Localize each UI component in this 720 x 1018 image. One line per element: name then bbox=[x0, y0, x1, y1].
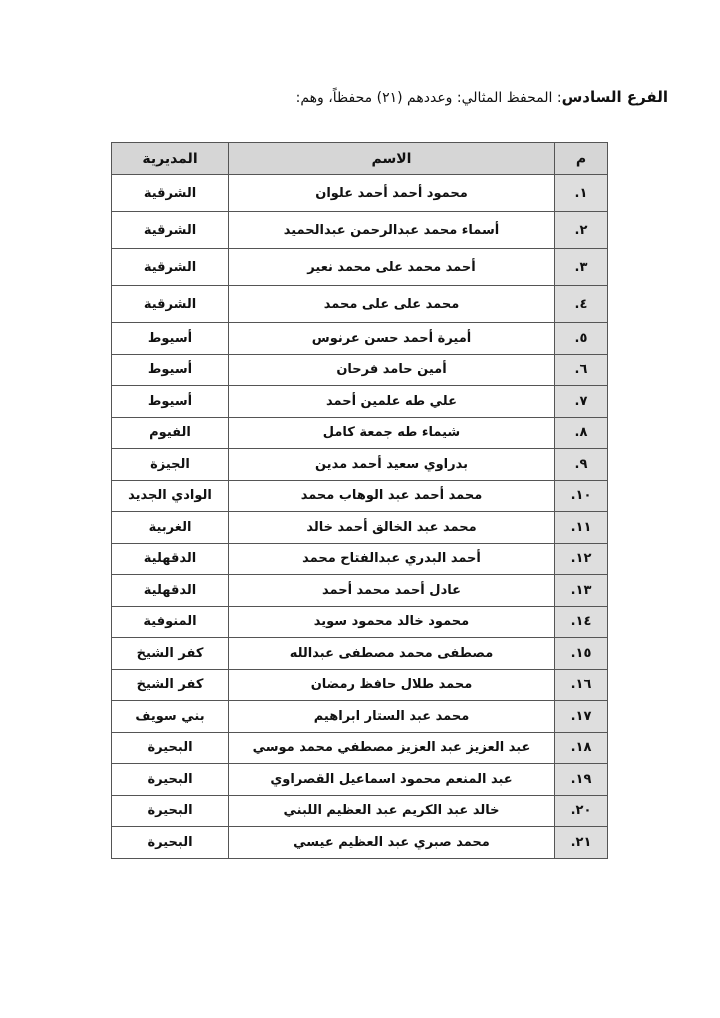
table-row bbox=[112, 795, 608, 827]
table-row bbox=[112, 354, 608, 386]
row-directorate: أسيوط bbox=[112, 354, 229, 386]
row-name: أمين حامد فرحان bbox=[229, 354, 555, 386]
row-number: ١٥. bbox=[555, 638, 608, 670]
row-directorate: كفر الشيخ bbox=[112, 669, 229, 701]
row-number: ٨. bbox=[555, 417, 608, 449]
row-directorate: كفر الشيخ bbox=[112, 638, 229, 670]
row-name: محمد عبد الخالق أحمد خالد bbox=[229, 512, 555, 544]
row-name: عبد العزيز عبد العزيز مصطفي محمد موسي bbox=[229, 732, 555, 764]
row-directorate: البحيرة bbox=[112, 764, 229, 796]
row-number: ١٩. bbox=[555, 764, 608, 796]
row-number: ٩. bbox=[555, 449, 608, 481]
table-row bbox=[112, 212, 608, 249]
table-row bbox=[112, 669, 608, 701]
row-name: علي طه علمين أحمد bbox=[229, 386, 555, 418]
table-row bbox=[112, 286, 608, 323]
memorizers-table bbox=[111, 142, 608, 859]
row-directorate: البحيرة bbox=[112, 732, 229, 764]
row-number: ١٠. bbox=[555, 480, 608, 512]
row-directorate: البحيرة bbox=[112, 795, 229, 827]
row-number: ٥. bbox=[555, 323, 608, 355]
row-directorate: الغربية bbox=[112, 512, 229, 544]
row-directorate: الشرقية bbox=[112, 212, 229, 249]
row-number: ١٦. bbox=[555, 669, 608, 701]
row-directorate: المنوفية bbox=[112, 606, 229, 638]
table-row bbox=[112, 638, 608, 670]
row-number: ١٢. bbox=[555, 543, 608, 575]
row-number: ٢. bbox=[555, 212, 608, 249]
table-body bbox=[112, 175, 608, 859]
row-name: بدراوي سعيد أحمد مدين bbox=[229, 449, 555, 481]
row-number: ١٤. bbox=[555, 606, 608, 638]
row-number: ٧. bbox=[555, 386, 608, 418]
table-row bbox=[112, 575, 608, 607]
row-name: محمد طلال حافظ رمضان bbox=[229, 669, 555, 701]
row-number: ٢٠. bbox=[555, 795, 608, 827]
section-label: الفرع السادس bbox=[561, 88, 668, 106]
header-name: الاسم bbox=[229, 143, 555, 175]
row-name: أحمد محمد على محمد نعير bbox=[229, 249, 555, 286]
section-description: : المحفظ المثالي: وعددهم (٢١) محفظاً، وهم: bbox=[295, 90, 562, 106]
row-number: ٦. bbox=[555, 354, 608, 386]
row-name: محمود خالد محمود سويد bbox=[229, 606, 555, 638]
row-directorate: الوادي الجديد bbox=[112, 480, 229, 512]
row-name: محمود أحمد أحمد علوان bbox=[229, 175, 555, 212]
table-row bbox=[112, 512, 608, 544]
table-row bbox=[112, 543, 608, 575]
table-row bbox=[112, 764, 608, 796]
table-row bbox=[112, 701, 608, 733]
table-row bbox=[112, 417, 608, 449]
row-directorate: الشرقية bbox=[112, 286, 229, 323]
row-directorate: الدقهلية bbox=[112, 543, 229, 575]
row-directorate: بني سويف bbox=[112, 701, 229, 733]
row-name: محمد عبد الستار ابراهيم bbox=[229, 701, 555, 733]
row-name: محمد أحمد عبد الوهاب محمد bbox=[229, 480, 555, 512]
row-name: مصطفى محمد مصطفى عبدالله bbox=[229, 638, 555, 670]
row-name: محمد على على محمد bbox=[229, 286, 555, 323]
row-directorate: الشرقية bbox=[112, 249, 229, 286]
row-number: ١١. bbox=[555, 512, 608, 544]
section-heading bbox=[296, 88, 668, 106]
table-row bbox=[112, 386, 608, 418]
row-directorate: البحيرة bbox=[112, 827, 229, 859]
row-directorate: الدقهلية bbox=[112, 575, 229, 607]
table-row bbox=[112, 480, 608, 512]
row-number: ٢١. bbox=[555, 827, 608, 859]
row-name: أحمد البدري عبدالفتاح محمد bbox=[229, 543, 555, 575]
header-directorate: المديرية bbox=[112, 143, 229, 175]
row-name: عبد المنعم محمود اسماعيل القصراوي bbox=[229, 764, 555, 796]
row-number: ١٧. bbox=[555, 701, 608, 733]
table-row bbox=[112, 175, 608, 212]
row-name: خالد عبد الكريم عبد العظيم اللبني bbox=[229, 795, 555, 827]
row-name: شيماء طه جمعة كامل bbox=[229, 417, 555, 449]
row-number: ١. bbox=[555, 175, 608, 212]
row-number: ١٣. bbox=[555, 575, 608, 607]
header-number: م bbox=[555, 143, 608, 175]
table-row bbox=[112, 323, 608, 355]
row-name: عادل أحمد محمد أحمد bbox=[229, 575, 555, 607]
row-directorate: الجيزة bbox=[112, 449, 229, 481]
table-row bbox=[112, 606, 608, 638]
row-name: محمد صبري عبد العظيم عيسي bbox=[229, 827, 555, 859]
row-number: ٣. bbox=[555, 249, 608, 286]
row-name: أسماء محمد عبدالرحمن عبدالحميد bbox=[229, 212, 555, 249]
row-number: ٤. bbox=[555, 286, 608, 323]
row-directorate: الفيوم bbox=[112, 417, 229, 449]
table-row bbox=[112, 249, 608, 286]
table-row bbox=[112, 827, 608, 859]
table-row bbox=[112, 449, 608, 481]
row-directorate: الشرقية bbox=[112, 175, 229, 212]
row-number: ١٨. bbox=[555, 732, 608, 764]
row-directorate: أسيوط bbox=[112, 323, 229, 355]
table-row bbox=[112, 732, 608, 764]
row-directorate: أسيوط bbox=[112, 386, 229, 418]
row-name: أميرة أحمد حسن عرنوس bbox=[229, 323, 555, 355]
table-header-row bbox=[112, 143, 608, 175]
